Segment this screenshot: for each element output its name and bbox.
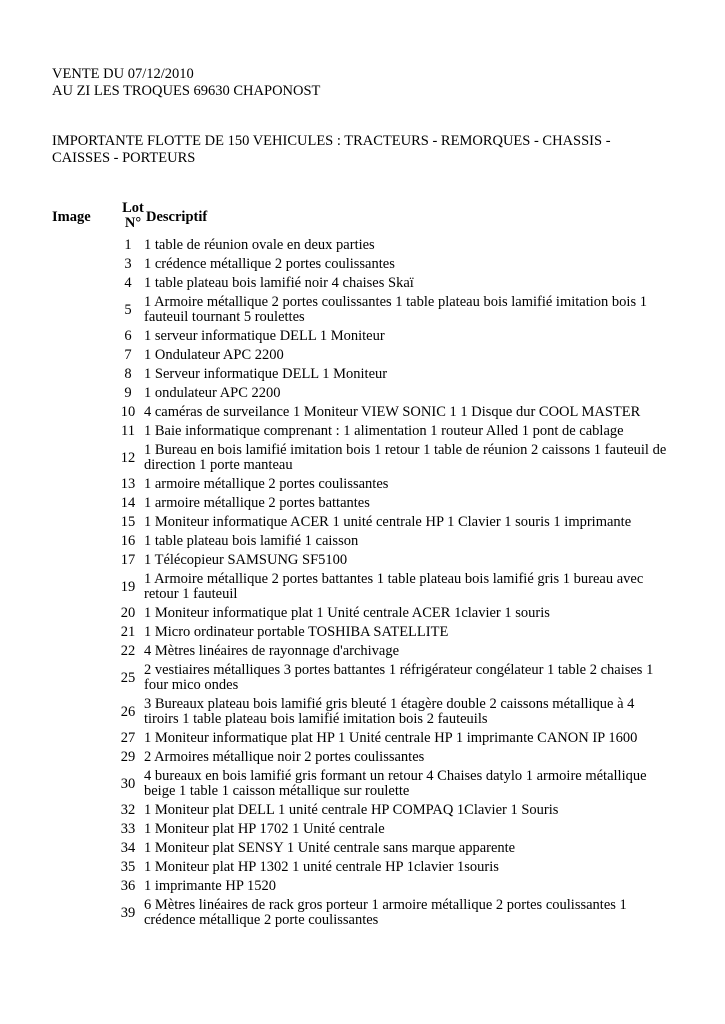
lot-description: 1 Bureau en bois lamifié imitation bois 1 retour 1 table de réunion 2 caissons 1 fauteuil de direction 1 porte manteau — [144, 442, 667, 473]
table-row — [112, 551, 672, 570]
lot-description: 1 Armoire métallique 2 portes battantes 1 table plateau bois lamifié gris 1 bureau avec retour 1 fauteuil — [144, 571, 644, 602]
table-row — [112, 661, 672, 695]
table-row — [112, 441, 672, 475]
lot-description: 1 ondulateur APC 2200 — [144, 385, 281, 401]
sale-subtitle — [52, 133, 652, 167]
lot-number: 5 — [124, 301, 132, 318]
lot-number: 32 — [120, 802, 136, 818]
lot-number: 15 — [120, 514, 136, 530]
lot-description: 1 Moniteur informatique plat 1 Unité centrale ACER 1clavier 1 souris — [144, 605, 550, 621]
table-row — [112, 570, 672, 604]
lot-number: 17 — [120, 552, 136, 568]
lots-table-body — [112, 236, 672, 930]
table-row — [112, 801, 672, 820]
table-row — [112, 623, 672, 642]
table-row — [112, 513, 672, 532]
lot-description: 2 Armoires métallique noir 2 portes coulissantes — [144, 749, 425, 765]
lot-description: 1 Baie informatique comprenant : 1 alimentation 1 routeur Alled 1 pont de cablage — [144, 423, 624, 439]
table-row — [112, 365, 672, 384]
column-header-lot — [120, 201, 146, 231]
table-row — [112, 422, 672, 441]
sale-date: VENTE DU 07/12/2010 — [52, 66, 194, 82]
lot-number: 25 — [120, 669, 136, 686]
lot-number: 34 — [120, 840, 136, 856]
lot-number: 39 — [120, 904, 136, 921]
document-header — [52, 66, 320, 100]
lot-description: 1 serveur informatique DELL 1 Moniteur — [144, 328, 385, 344]
table-row — [112, 767, 672, 801]
lot-number: 26 — [120, 703, 136, 720]
lot-description: 1 Moniteur plat SENSY 1 Unité centrale sans marque apparente — [144, 840, 516, 856]
lot-description: 1 table plateau bois lamifié 1 caisson — [144, 533, 359, 549]
lot-description: 4 Mètres linéaires de rayonnage d'archivage — [144, 643, 400, 659]
lot-number: 8 — [124, 366, 132, 382]
table-row — [112, 896, 672, 930]
column-header-descriptif: Descriptif — [146, 209, 208, 225]
lot-description: 1 Serveur informatique DELL 1 Moniteur — [144, 366, 388, 382]
lot-description: 1 Armoire métallique 2 portes coulissantes 1 table plateau bois lamifié imitation bois 1 fauteuil tournant 5 roulettes — [144, 294, 647, 325]
lot-number: 1 — [124, 237, 132, 253]
lot-number: 11 — [121, 423, 135, 439]
table-row — [112, 839, 672, 858]
lot-description: 1 Moniteur informatique ACER 1 unité centrale HP 1 Clavier 1 souris 1 imprimante — [144, 514, 632, 530]
lot-description: 3 Bureaux plateau bois lamifié gris bleuté 1 étagère double 2 caissons métallique à 4 tiroirs 1 table plateau bois lamifié imitation bois 2 fauteuils — [144, 696, 635, 727]
table-row — [112, 236, 672, 255]
subtitle-line-2: CAISSES - PORTEURS — [52, 150, 196, 166]
lot-description: 1 table plateau bois lamifié noir 4 chaises Skaï — [144, 275, 414, 291]
table-row — [112, 494, 672, 513]
lot-description: 1 Micro ordinateur portable TOSHIBA SATELLITE — [144, 624, 449, 640]
table-row — [112, 642, 672, 661]
lot-description: 4 caméras de surveilance 1 Moniteur VIEW SONIC 1 1 Disque dur COOL MASTER — [144, 404, 641, 420]
lot-number: 12 — [120, 449, 136, 466]
lot-number: 30 — [120, 775, 136, 792]
lot-number: 20 — [120, 605, 136, 621]
lot-number: 19 — [120, 578, 136, 595]
sale-location: AU ZI LES TROQUES 69630 CHAPONOST — [52, 83, 321, 99]
lot-number: 29 — [120, 749, 136, 765]
lot-number: 7 — [124, 347, 132, 363]
lot-description: 4 bureaux en bois lamifié gris formant un retour 4 Chaises datylo 1 armoire métallique beige 1 table 1 caisson métallique sur roulette — [144, 768, 647, 799]
table-row — [112, 346, 672, 365]
table-row — [112, 858, 672, 877]
lot-number: 35 — [120, 859, 136, 875]
lot-description: 1 Moniteur plat HP 1702 1 Unité centrale — [144, 821, 385, 837]
table-row — [112, 532, 672, 551]
lot-description: 1 Ondulateur APC 2200 — [144, 347, 284, 363]
subtitle-line-1: IMPORTANTE FLOTTE DE 150 VEHICULES : TRACTEURS - REMORQUES - CHASSIS - — [52, 133, 611, 149]
lot-number: 13 — [120, 476, 136, 492]
column-header-image: Image — [52, 209, 91, 225]
table-row — [112, 293, 672, 327]
table-row — [112, 255, 672, 274]
table-row — [112, 384, 672, 403]
lot-description: 2 vestiaires métalliques 3 portes battantes 1 réfrigérateur congélateur 1 table 2 chaises 1 four mico ondes — [144, 662, 654, 693]
lot-description: 6 Mètres linéaires de rack gros porteur 1 armoire métallique 2 portes coulissantes 1 crédence métallique 2 porte coulissantes — [144, 897, 627, 928]
lot-header-line-1: Lot — [122, 200, 144, 216]
lot-description: 1 Moniteur plat DELL 1 unité centrale HP COMPAQ 1Clavier 1 Souris — [144, 802, 559, 818]
lot-description: 1 Moniteur plat HP 1302 1 unité centrale HP 1clavier 1souris — [144, 859, 499, 875]
lot-description: 1 Moniteur informatique plat HP 1 Unité centrale HP 1 imprimante CANON IP 1600 — [144, 730, 638, 746]
lot-number: 22 — [120, 643, 136, 659]
lot-number: 10 — [120, 404, 136, 420]
lot-number: 16 — [120, 533, 136, 549]
table-row — [112, 604, 672, 623]
lot-number: 21 — [120, 624, 136, 640]
lot-description: 1 crédence métallique 2 portes coulissantes — [144, 256, 395, 272]
lot-number: 4 — [124, 275, 132, 291]
table-row — [112, 729, 672, 748]
lot-description: 1 Télécopieur SAMSUNG SF5100 — [144, 552, 348, 568]
lot-number: 36 — [120, 878, 136, 894]
table-row — [112, 820, 672, 839]
lot-number: 14 — [120, 495, 136, 511]
lot-number: 27 — [120, 730, 136, 746]
lot-header-line-2: N° — [124, 215, 142, 231]
table-row — [112, 327, 672, 346]
table-row — [112, 475, 672, 494]
lot-number: 9 — [124, 385, 132, 401]
lot-number: 33 — [120, 821, 136, 837]
table-row — [112, 748, 672, 767]
table-row — [112, 695, 672, 729]
table-row — [112, 877, 672, 896]
lot-number: 3 — [124, 256, 132, 272]
lot-description: 1 imprimante HP 1520 — [144, 878, 276, 894]
table-row — [112, 403, 672, 422]
table-row — [112, 274, 672, 293]
lot-description: 1 armoire métallique 2 portes coulissantes — [144, 476, 389, 492]
lot-description: 1 armoire métallique 2 portes battantes — [144, 495, 370, 511]
lot-description: 1 table de réunion ovale en deux parties — [144, 237, 375, 253]
lot-number: 6 — [124, 328, 132, 344]
